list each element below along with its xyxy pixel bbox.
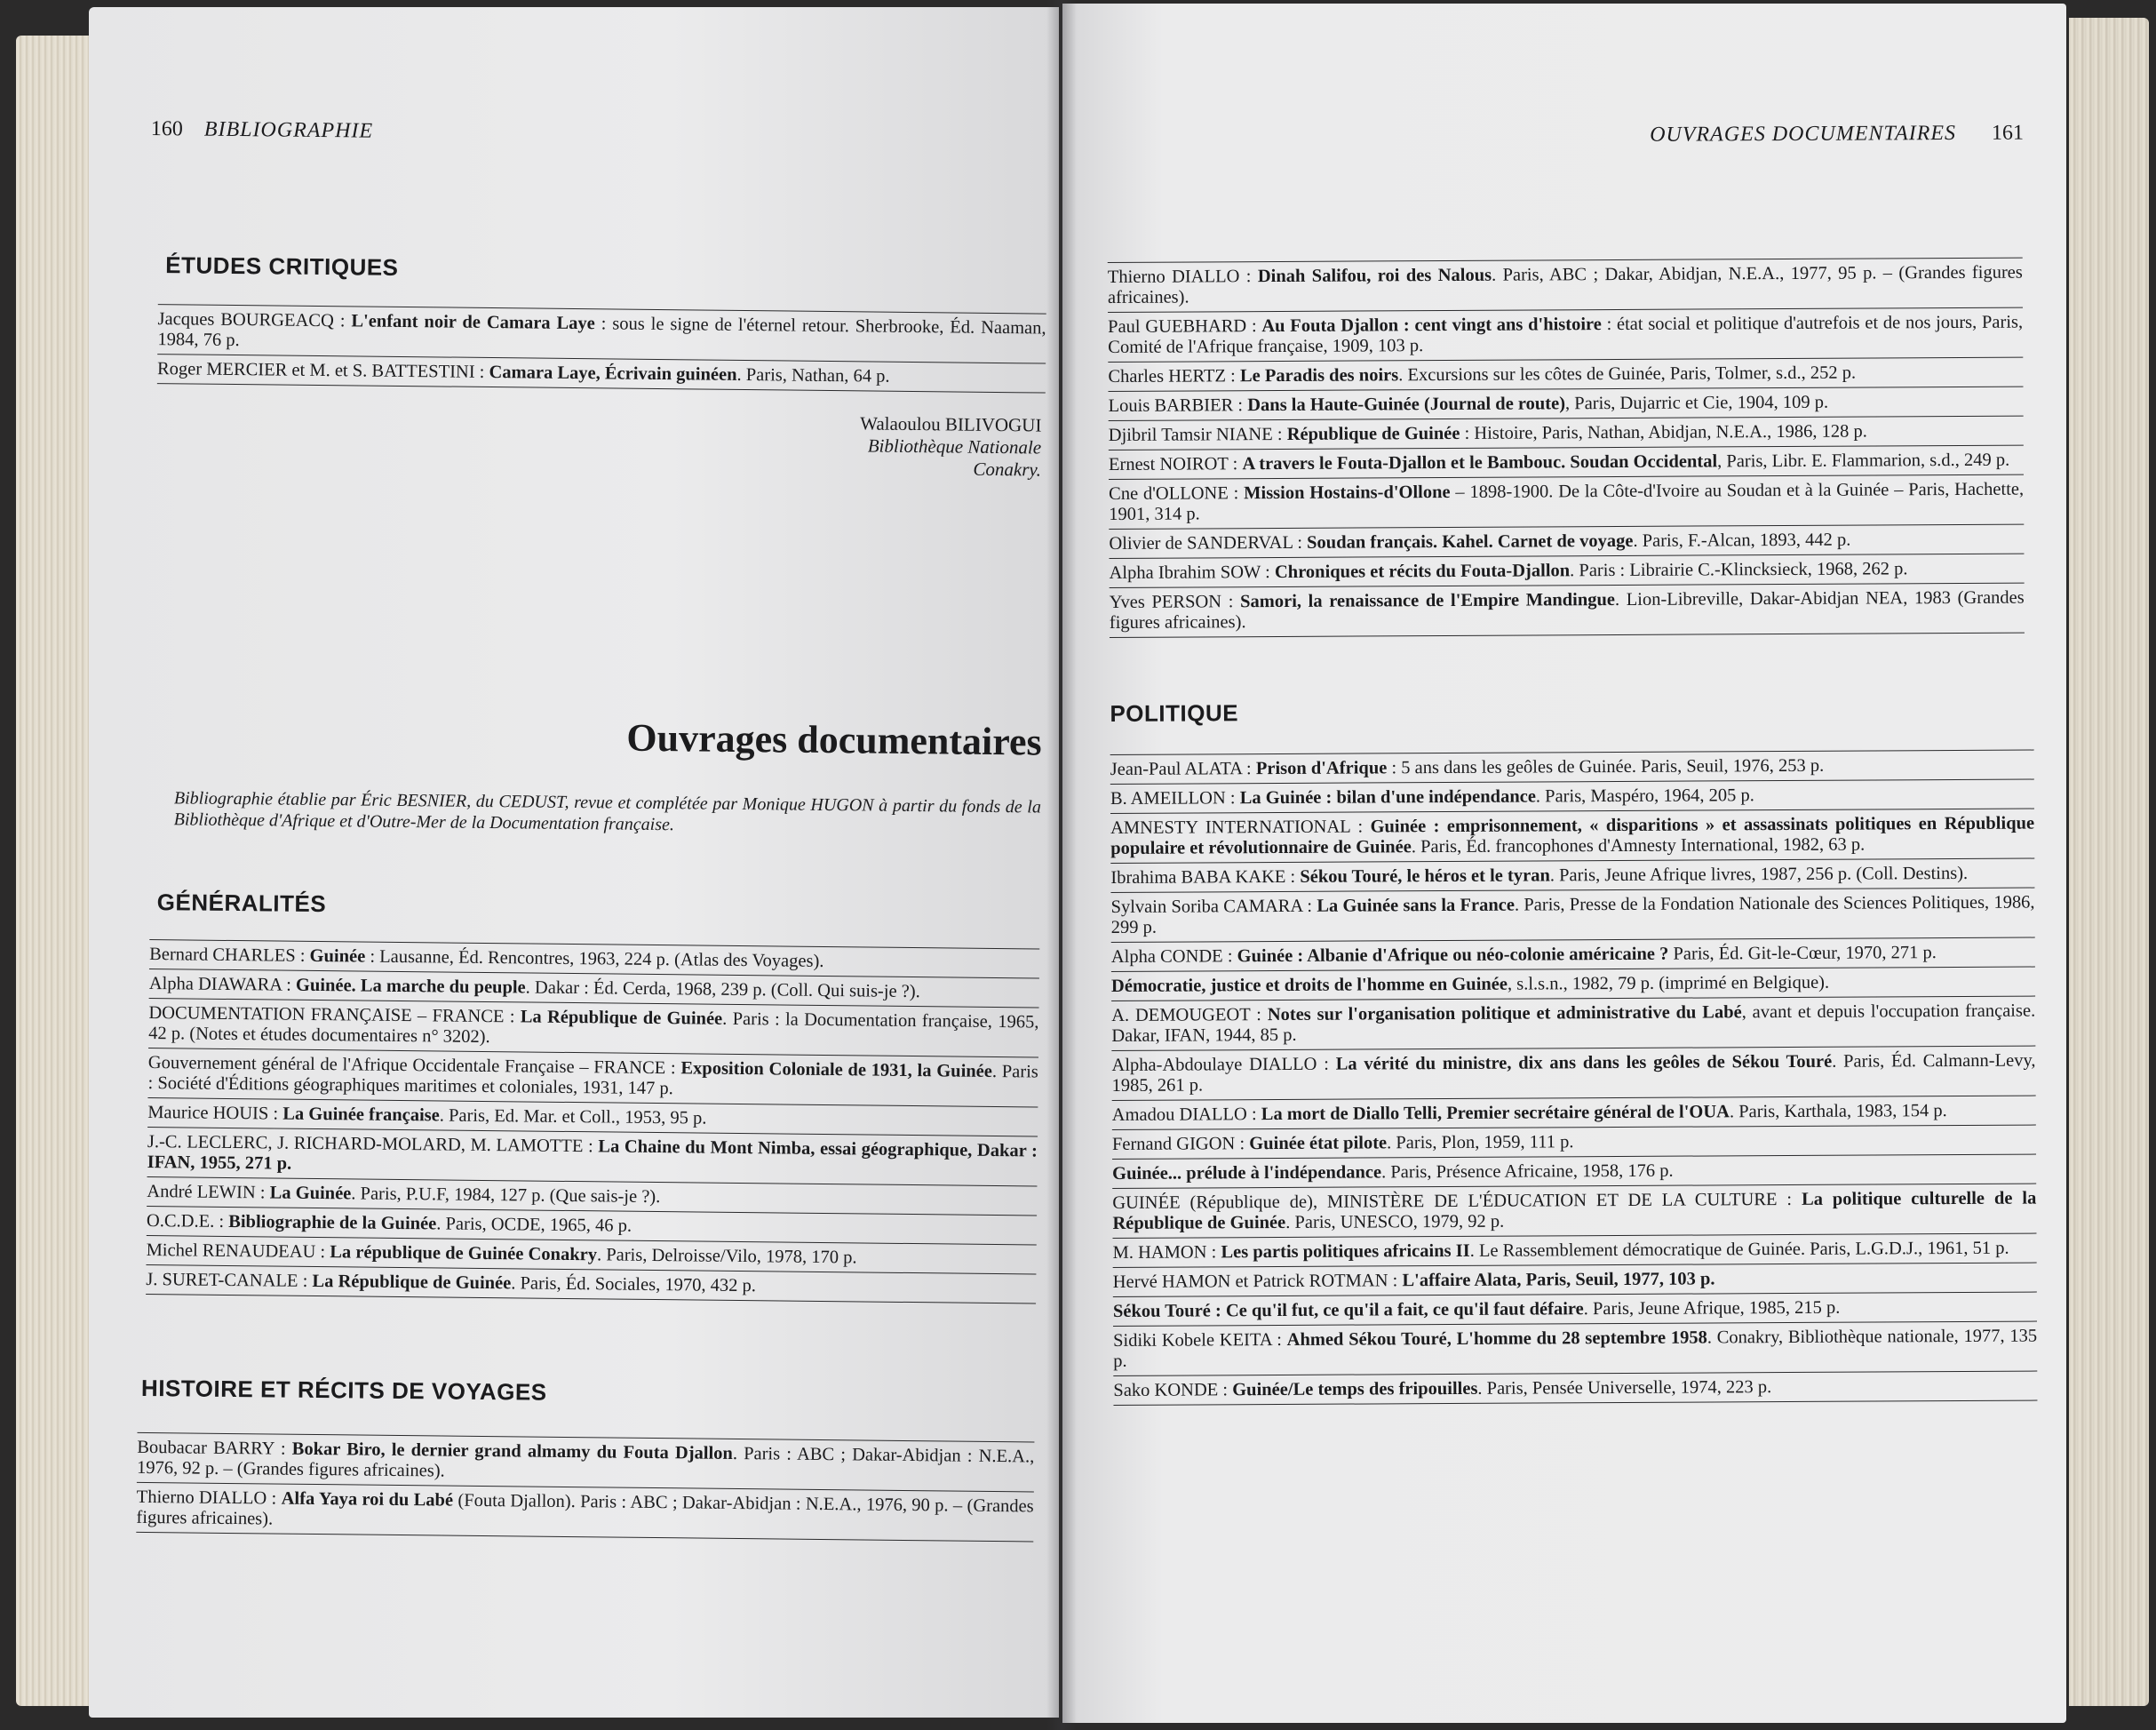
entry-details: . Paris : Société d'Éditions géographiques maritimes et coloniales, 1931, 147 p. — [147, 1061, 1038, 1099]
entry-title: Guinée : Albanie d'Afrique ou néo-colonie américaine ? — [1237, 944, 1669, 967]
entry-author: DOCUMENTATION FRANÇAISE – FRANCE : — [148, 1003, 521, 1027]
entry-title: Au Fouta Djallon : cent vingt ans d'histoire — [1261, 315, 1602, 337]
entry-author: Jacques BOURGEACQ : — [157, 309, 352, 331]
entry-author: Maurice HOUIS : — [147, 1103, 283, 1124]
entry-author: Gouvernement général de l'Afrique Occidentale Française – FRANCE : — [147, 1053, 681, 1079]
entry-details: , avant et depuis l'occupation française. Dakar, IFAN, 1944, 85 p. — [1111, 1001, 2036, 1046]
entry-title: L'affaire Alata, Paris, Seuil, 1977, 103 p. — [1402, 1269, 1715, 1291]
left-page-content — [136, 117, 1048, 1542]
bibliography-entry — [1109, 417, 2024, 450]
bibliography-entry — [1110, 584, 2025, 638]
entry-author: Michel RENAUDEAU : — [146, 1240, 330, 1263]
entry-title: La République de Guinée — [312, 1271, 512, 1294]
entry-author: O.C.D.E. : — [146, 1211, 229, 1232]
bibliography-entry — [1109, 475, 2024, 530]
politique-heading: POLITIQUE — [1110, 699, 1239, 727]
entry-details: . Paris : la Documentation française, 1965, 42 p. (Notes et études documentaires n° 3202). — [148, 1009, 1039, 1048]
entry-title: Chroniques et récits du Fouta-Djallon — [1274, 561, 1571, 583]
entry-details: : sous le signe de l'éternel retour. Sherbrooke, Éd. Naaman, 1984, 76 p. — [157, 314, 1046, 351]
entry-title: Démocratie, justice et droits de l'homme en Guinée — [1110, 974, 1508, 996]
entry-details: . Paris, Presse de la Fondation Nationale des Sciences Politiques, 1986, 299 p. — [1110, 892, 2035, 937]
entry-title: République de Guinée — [1286, 423, 1460, 444]
entry-title: Prison d'Afrique — [1255, 758, 1388, 779]
entry-title: L'enfant noir de Camara Laye — [351, 311, 595, 334]
bibliography-entry — [1109, 446, 2024, 480]
bibliography-entry — [1109, 554, 2024, 588]
entry-author: Jean-Paul ALATA : — [1110, 759, 1256, 779]
etudes-heading: ÉTUDES CRITIQUES — [165, 251, 399, 281]
bibliography-entry — [1112, 1126, 2036, 1160]
entry-details: . Conakry, Bibliothèque nationale, 1977, 135 p. — [1113, 1326, 2038, 1371]
bibliography-entry — [1110, 751, 2034, 785]
entry-details: . Excursions sur les côtes de Guinée, Paris, Tolmer, s.d., 252 p. — [1398, 363, 1857, 386]
entry-title: Ahmed Sékou Touré, L'homme du 28 septembre 1958 — [1286, 1327, 1707, 1350]
entry-title: Le Paradis des noirs — [1239, 365, 1399, 387]
left-running-head — [151, 117, 1048, 151]
entry-details: . Paris : Librairie C.-Klincksieck, 1968, 262 p. — [1570, 559, 1908, 581]
right-page-number: 161 — [1991, 121, 2025, 145]
entry-author: Hervé HAMON et Patrick ROTMAN : — [1112, 1271, 1403, 1292]
entry-author: Thierno DIALLO : — [136, 1487, 282, 1509]
entry-author: André LEWIN : — [147, 1182, 270, 1203]
entry-details: . Paris, Jeune Afrique, 1985, 215 p. — [1583, 1297, 1841, 1319]
entry-details: . Paris, Éd. Sociales, 1970, 432 p. — [511, 1273, 757, 1296]
entry-author: Cne d'OLLONE : — [1109, 483, 1245, 504]
bibliography-entry — [1113, 1293, 2037, 1327]
bibliography-entry — [1111, 938, 2035, 972]
entry-author: J.-C. LECLERC, J. RICHARD-MOLARD, M. LAMOTTE : — [147, 1132, 599, 1157]
entry-title: Guinée/Le temps des fripouilles — [1232, 1378, 1478, 1400]
bibliography-entry — [1108, 259, 2023, 313]
bibliography-entry — [148, 999, 1039, 1057]
entry-author: Fernand GIGON : — [1111, 1134, 1250, 1154]
entry-details: . Paris : ABC ; Dakar-Abidjan : N.E.A., 1976, 92 p. – (Grandes figures africaines). — [136, 1443, 1035, 1481]
bibliography-entry — [1113, 1322, 2037, 1376]
entry-title: Mission Hostains-d'Ollone — [1244, 482, 1451, 504]
right-page — [1062, 4, 2066, 1723]
page-edges-left — [16, 36, 98, 1706]
entry-title: La République de Guinée — [520, 1007, 723, 1029]
entry-author: Louis BARBIER : — [1108, 395, 1248, 416]
entry-author: AMNESTY INTERNATIONAL : — [1110, 817, 1371, 838]
etudes-list — [157, 304, 1046, 393]
entry-title: La politique culturelle de la République de Guinée — [1112, 1188, 2037, 1233]
entry-title: Bokar Biro, le dernier grand almamy du Fouta Djallon — [291, 1439, 734, 1463]
entry-title: Samori, la renaissance de l'Empire Mandingue — [1240, 590, 1616, 612]
entry-title: La mort de Diallo Telli, Premier secrétaire général de l'OUA — [1261, 1102, 1730, 1125]
signature — [147, 405, 1046, 482]
signature-city: Conakry. — [973, 458, 1042, 481]
entry-author: Bernard CHARLES : — [149, 945, 310, 966]
entry-details: . Paris, Ed. Mar. et Coll., 1953, 95 p. — [439, 1105, 707, 1128]
bibliography-entry — [1113, 1372, 2037, 1406]
right-page-content — [1107, 121, 2038, 1406]
entry-title: Exposition Coloniale de 1931, la Guinée — [680, 1058, 993, 1081]
histoire-list — [136, 1432, 1034, 1543]
right-running-head — [1107, 122, 2031, 150]
entry-author: B. AMEILLON : — [1110, 788, 1240, 809]
bibliography-entry — [157, 305, 1046, 363]
entry-author: Alpha CONDE : — [1110, 946, 1237, 967]
bibliography-entry — [1112, 1155, 2036, 1189]
entry-details: . Dakar : Éd. Cerda, 1968, 239 p. (Coll. Qui suis-je ?). — [525, 977, 920, 1002]
entry-details: . Paris, Maspéro, 1964, 205 p. — [1535, 785, 1754, 807]
entry-author: Ernest NOIROT : — [1108, 454, 1243, 474]
politique-list — [1110, 750, 2038, 1406]
entry-details: . Paris, Pensée Universelle, 1974, 223 p. — [1477, 1377, 1772, 1399]
entry-title: La vérité du ministre, dix ans dans les geôles de Sékou Touré — [1335, 1051, 1833, 1074]
entry-title: Guinée état pilote — [1249, 1133, 1388, 1154]
entry-details: . Paris, Éd. Calmann-Levy, 1985, 261 p. — [1111, 1050, 2036, 1096]
generalites-heading: GÉNÉRALITÉS — [156, 889, 327, 918]
book-gutter — [1046, 0, 1077, 1730]
entry-details: . Paris, Présence Africaine, 1958, 176 p. — [1381, 1160, 1674, 1183]
entry-details: . Lion-Libreville, Dakar-Abidjan NEA, 1983 (Grandes figures africaines). — [1109, 587, 2025, 633]
histoire-continued-list — [1108, 258, 2025, 638]
entry-title: Guinée : emprisonnement, « disparitions » et assassinats politiques en République populaire et révolutionnaire de Guinée — [1110, 813, 2035, 858]
page-edges-right — [2069, 18, 2149, 1706]
entry-details: . Paris, F.-Alcan, 1893, 442 p. — [1633, 530, 1851, 551]
entry-author: Djibril Tamsir NIANE : — [1108, 424, 1287, 445]
entry-details: , Paris, Libr. E. Flammarion, s.d., 249 p. — [1717, 450, 2010, 472]
entry-title: Soudan français. Kahel. Carnet de voyage — [1307, 530, 1634, 553]
entry-author: Ibrahima BABA KAKE : — [1110, 866, 1301, 888]
entry-author: Boubacar BARRY : — [137, 1437, 292, 1459]
bibliography-entry — [137, 1433, 1035, 1493]
entry-title: A travers le Fouta-Djallon et le Bambouc. Soudan Occidental — [1242, 451, 1718, 474]
entry-author: GUINÉE (République de), MINISTÈRE DE L'ÉDUCATION ET DE LA CULTURE : — [1112, 1189, 1802, 1213]
entry-details: . Paris, Nathan, 64 p. — [736, 364, 890, 387]
entry-author: Amadou DIALLO : — [1111, 1104, 1261, 1125]
entry-author: M. HAMON : — [1112, 1242, 1221, 1263]
bibliography-entry — [1112, 1184, 2036, 1239]
entry-title: Dinah Salifou, roi des Nalous — [1257, 265, 1492, 287]
entry-details: , s.l.s.n., 1982, 79 p. (imprimé en Belgique). — [1507, 972, 1830, 994]
entry-details: . Paris, Jeune Afrique livres, 1987, 256 p. (Coll. Destins). — [1549, 863, 1969, 886]
entry-author: Charles HERTZ : — [1108, 366, 1240, 387]
entry-title: Alfa Yaya roi du Labé — [281, 1488, 454, 1511]
entry-title: Guinée. La marche du peuple — [295, 975, 526, 998]
bibliography-entry — [147, 1128, 1038, 1186]
bibliography-entry — [136, 1483, 1034, 1543]
entry-author: Alpha DIAWARA : — [148, 974, 297, 995]
entry-author: Thierno DIALLO : — [1107, 267, 1258, 287]
entry-title: La Guinée sans la France — [1317, 895, 1516, 916]
entry-author: Sako KONDE : — [1113, 1380, 1233, 1400]
entry-details: . Paris, Delroisse/Vilo, 1978, 170 p. — [596, 1245, 857, 1268]
entry-details: . Paris, Plon, 1959, 111 p. — [1387, 1132, 1574, 1153]
entry-author: Roger MERCIER et M. et S. BATTESTINI : — [156, 359, 489, 383]
bibliography-entry — [1108, 308, 2023, 363]
entry-title: Camara Laye, Écrivain guinéen — [489, 363, 737, 385]
entry-title: Bibliographie de la Guinée — [228, 1211, 437, 1234]
entry-title: La Guinée française — [282, 1104, 440, 1126]
generalites-list — [146, 939, 1039, 1303]
entry-author: Olivier de SANDERVAL : — [1109, 532, 1308, 554]
entry-title: Les partis politiques africains II — [1221, 1240, 1470, 1263]
entry-author: Alpha Ibrahim SOW : — [1109, 562, 1276, 583]
bibliography-entry — [147, 1048, 1038, 1107]
entry-author: Sylvain Soriba CAMARA : — [1110, 896, 1317, 917]
entry-title: La Guinée — [269, 1183, 352, 1204]
entry-author: J. SURET-CANALE : — [146, 1270, 313, 1291]
bibliography-entry — [1110, 889, 2034, 943]
entry-details: , Paris, Dujarric et Cie, 1904, 109 p. — [1564, 392, 1829, 414]
bibliography-entry — [1109, 525, 2024, 559]
right-running-title: OUVRAGES DOCUMENTAIRES — [1650, 121, 1957, 147]
entry-details: . Le Rassemblement démocratique de Guinée. Paris, L.G.D.J., 1961, 51 p. — [1469, 1238, 2009, 1261]
bibliography-entry — [1109, 387, 2024, 421]
bibliography-entry — [1110, 780, 2034, 814]
entry-title: Sékou Touré : Ce qu'il fut, ce qu'il a fait, ce qu'il faut défaire — [1112, 1299, 1584, 1321]
entry-author: Yves PERSON : — [1109, 592, 1241, 612]
bibliography-entry — [1111, 968, 2035, 1001]
entry-title: Dans la Haute-Guinée (Journal de route) — [1247, 394, 1566, 416]
bibliography-entry — [1112, 1096, 2036, 1130]
entry-details: Paris, Éd. Git-le-Cœur, 1970, 271 p. — [1668, 943, 1937, 964]
signature-name: Walaoulou BILIVOGUI — [860, 412, 1042, 436]
entry-details: . Paris, OCDE, 1965, 46 p. — [436, 1214, 632, 1236]
entry-details: . Paris, P.U.F, 1984, 127 p. (Que sais-je ?). — [351, 1184, 661, 1208]
entry-title: La Guinée : bilan d'une indépendance — [1239, 786, 1536, 809]
bibliography-entry — [1113, 1234, 2037, 1268]
entry-title: Notes sur l'organisation politique et administrative du Labé — [1267, 1002, 1742, 1025]
entry-details: . Paris, Éd. francophones d'Amnesty International, 1982, 63 p. — [1411, 834, 1866, 857]
entry-details: . Paris, UNESCO, 1979, 92 p. — [1285, 1211, 1505, 1232]
bibliography-entry — [1111, 1047, 2035, 1101]
entry-author: Paul GUEBHARD : — [1108, 316, 1262, 337]
histoire-heading: HISTOIRE ET RÉCITS DE VOYAGES — [140, 1374, 547, 1406]
left-running-title: BIBLIOGRAPHIE — [203, 117, 374, 143]
bibliography-entry — [1110, 809, 2034, 864]
entry-details: – 1898-1900. De la Côte-d'Ivoire au Soudan et à la Guinée – Paris, Hachette, 1901, 314 p. — [1109, 479, 2025, 524]
bibliography-entry — [1110, 859, 2034, 893]
bibliography-entry — [1108, 358, 2023, 392]
bibliography-entry — [1111, 997, 2035, 1051]
entry-author: Sidiki Kobele KEITA : — [1113, 1329, 1287, 1351]
entry-details: : 5 ans dans les geôles de Guinée. Paris, Seuil, 1976, 253 p. — [1387, 755, 1825, 778]
entry-author: Alpha-Abdoulaye DIALLO : — [1111, 1054, 1336, 1075]
entry-details: . Paris, ABC ; Dakar, Abidjan, N.E.A., 1977, 95 p. – (Grandes figures africaines). — [1107, 262, 2023, 307]
entry-title: Guinée — [309, 945, 366, 967]
entry-author: A. DEMOUGEOT : — [1111, 1005, 1268, 1025]
byline: Bibliographie établie par Éric BESNIER, du CEDUST, revue et complétée par Monique HUGON à partir du fonds de la Bibliothèque d'Afrique et d'Outre-Mer de la Documentation française. — [173, 788, 1042, 835]
entry-details: : Histoire, Paris, Nathan, Abidjan, N.E.A., 1986, 128 p. — [1460, 421, 1867, 443]
left-page — [89, 7, 1059, 1718]
entry-title: La Chaine du Mont Nimba, essai géographique, Dakar : IFAN, 1955, 271 p. — [147, 1136, 1038, 1174]
entry-details: (Fouta Djallon). Paris : ABC ; Dakar-Abidjan : N.E.A., 1976, 90 p. – (Grandes figures africaines). — [136, 1490, 1034, 1529]
entry-title: La république de Guinée Conakry — [330, 1242, 598, 1265]
section-main-title: Ouvrages documentaires — [626, 715, 1042, 764]
signature-org: Bibliothèque Nationale — [867, 434, 1042, 458]
entry-title: Sékou Touré, le héros et le tyran — [1300, 865, 1550, 887]
left-page-number: 160 — [150, 117, 183, 141]
bibliography-entry — [1113, 1264, 2037, 1297]
entry-title: Guinée... prélude à l'indépendance — [1112, 1162, 1382, 1184]
entry-details: : état social et politique d'autrefois et de nos jours, Paris, Comité de l'Afrique française, 1909, 103 p. — [1108, 312, 2024, 357]
entry-details: . Paris, Karthala, 1983, 154 p. — [1729, 1101, 1947, 1122]
entry-details: : Lausanne, Éd. Rencontres, 1963, 224 p. (Atlas des Voyages). — [365, 946, 824, 971]
